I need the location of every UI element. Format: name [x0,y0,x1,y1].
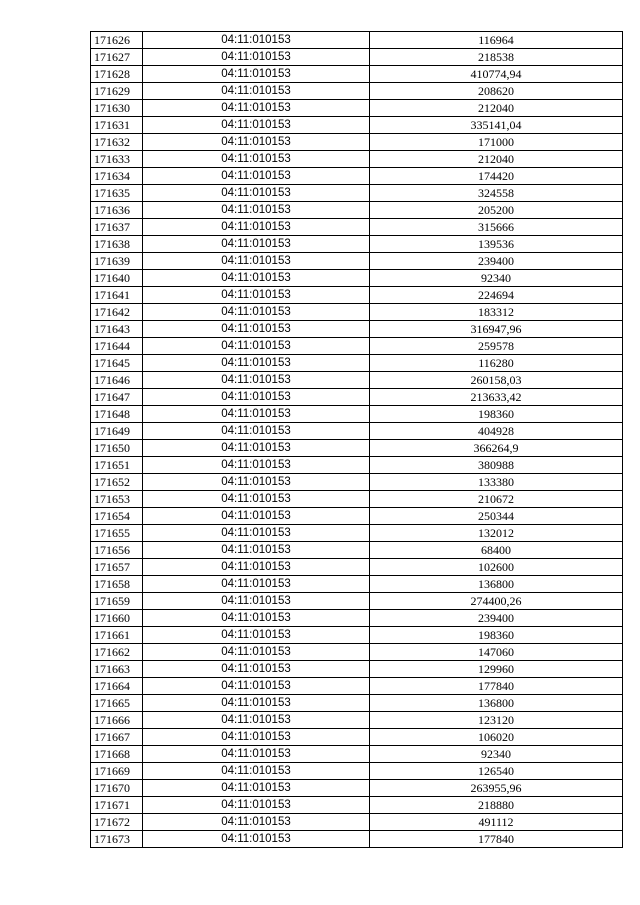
row-id-cell: 171643 [91,321,143,338]
table-row [91,440,623,457]
data-table [90,31,623,848]
row-value-cell: 316947,96 [370,321,623,338]
row-code-cell: 04:11:010153 [143,559,370,576]
row-value-cell: 116280 [370,355,623,372]
row-value-cell: 177840 [370,831,623,848]
row-code-cell: 04:11:010153 [143,627,370,644]
row-id-cell: 171672 [91,814,143,831]
row-code-cell: 04:11:010153 [143,253,370,270]
row-code-cell: 04:11:010153 [143,406,370,423]
row-code-cell: 04:11:010153 [143,355,370,372]
row-id-cell: 171652 [91,474,143,491]
table-row [91,185,623,202]
row-code-cell: 04:11:010153 [143,168,370,185]
row-code-cell: 04:11:010153 [143,525,370,542]
row-id-cell: 171651 [91,457,143,474]
row-id-cell: 171649 [91,423,143,440]
table-row [91,593,623,610]
row-id-cell: 171628 [91,66,143,83]
table-row [91,338,623,355]
row-id-cell: 171669 [91,763,143,780]
row-value-cell: 102600 [370,559,623,576]
row-id-cell: 171661 [91,627,143,644]
row-id-cell: 171635 [91,185,143,202]
row-id-cell: 171630 [91,100,143,117]
row-code-cell: 04:11:010153 [143,389,370,406]
row-id-cell: 171632 [91,134,143,151]
row-id-cell: 171631 [91,117,143,134]
row-id-cell: 171650 [91,440,143,457]
row-code-cell: 04:11:010153 [143,236,370,253]
row-code-cell: 04:11:010153 [143,542,370,559]
table-row [91,457,623,474]
row-value-cell: 92340 [370,746,623,763]
table-row [91,321,623,338]
row-code-cell: 04:11:010153 [143,644,370,661]
row-value-cell: 404928 [370,423,623,440]
row-value-cell: 224694 [370,287,623,304]
row-code-cell: 04:11:010153 [143,372,370,389]
row-value-cell: 380988 [370,457,623,474]
row-code-cell: 04:11:010153 [143,695,370,712]
row-code-cell: 04:11:010153 [143,457,370,474]
row-code-cell: 04:11:010153 [143,491,370,508]
table-row [91,83,623,100]
table-row [91,831,623,848]
table-row [91,253,623,270]
table-row [91,525,623,542]
row-code-cell: 04:11:010153 [143,576,370,593]
table-row [91,389,623,406]
row-code-cell: 04:11:010153 [143,202,370,219]
table-row [91,474,623,491]
row-value-cell: 129960 [370,661,623,678]
row-id-cell: 171663 [91,661,143,678]
row-code-cell: 04:11:010153 [143,610,370,627]
table-row [91,576,623,593]
row-value-cell: 335141,04 [370,117,623,134]
row-code-cell: 04:11:010153 [143,474,370,491]
row-code-cell: 04:11:010153 [143,185,370,202]
table-row [91,780,623,797]
row-value-cell: 68400 [370,542,623,559]
row-id-cell: 171665 [91,695,143,712]
row-id-cell: 171653 [91,491,143,508]
row-id-cell: 171670 [91,780,143,797]
table-body [91,32,623,848]
table-row [91,49,623,66]
row-code-cell: 04:11:010153 [143,321,370,338]
table-row [91,151,623,168]
row-code-cell: 04:11:010153 [143,83,370,100]
row-value-cell: 177840 [370,678,623,695]
row-value-cell: 315666 [370,219,623,236]
row-value-cell: 132012 [370,525,623,542]
row-value-cell: 210672 [370,491,623,508]
row-value-cell: 136800 [370,695,623,712]
row-value-cell: 133380 [370,474,623,491]
row-id-cell: 171644 [91,338,143,355]
row-id-cell: 171627 [91,49,143,66]
row-code-cell: 04:11:010153 [143,423,370,440]
table-row [91,236,623,253]
row-id-cell: 171640 [91,270,143,287]
row-id-cell: 171668 [91,746,143,763]
table-row [91,627,623,644]
row-id-cell: 171658 [91,576,143,593]
row-id-cell: 171642 [91,304,143,321]
row-id-cell: 171657 [91,559,143,576]
row-value-cell: 123120 [370,712,623,729]
table-row [91,66,623,83]
row-value-cell: 366264,9 [370,440,623,457]
row-id-cell: 171639 [91,253,143,270]
row-code-cell: 04:11:010153 [143,151,370,168]
row-code-cell: 04:11:010153 [143,440,370,457]
row-value-cell: 274400,26 [370,593,623,610]
row-code-cell: 04:11:010153 [143,780,370,797]
row-code-cell: 04:11:010153 [143,32,370,49]
row-value-cell: 171000 [370,134,623,151]
row-id-cell: 171629 [91,83,143,100]
row-id-cell: 171641 [91,287,143,304]
row-id-cell: 171646 [91,372,143,389]
row-value-cell: 183312 [370,304,623,321]
row-id-cell: 171666 [91,712,143,729]
row-id-cell: 171662 [91,644,143,661]
table-row [91,559,623,576]
row-id-cell: 171673 [91,831,143,848]
row-id-cell: 171626 [91,32,143,49]
row-code-cell: 04:11:010153 [143,49,370,66]
table-row [91,117,623,134]
table-row [91,372,623,389]
row-code-cell: 04:11:010153 [143,219,370,236]
row-value-cell: 250344 [370,508,623,525]
table-row [91,661,623,678]
row-code-cell: 04:11:010153 [143,270,370,287]
row-id-cell: 171634 [91,168,143,185]
row-code-cell: 04:11:010153 [143,100,370,117]
table-row [91,695,623,712]
row-id-cell: 171633 [91,151,143,168]
row-code-cell: 04:11:010153 [143,763,370,780]
table-row [91,746,623,763]
row-value-cell: 324558 [370,185,623,202]
row-value-cell: 259578 [370,338,623,355]
row-id-cell: 171638 [91,236,143,253]
table-row [91,355,623,372]
row-id-cell: 171659 [91,593,143,610]
row-value-cell: 410774,94 [370,66,623,83]
table-row [91,100,623,117]
table-row [91,270,623,287]
row-id-cell: 171654 [91,508,143,525]
row-value-cell: 147060 [370,644,623,661]
table-row [91,814,623,831]
row-value-cell: 218538 [370,49,623,66]
table-row [91,712,623,729]
row-id-cell: 171655 [91,525,143,542]
table-row [91,202,623,219]
table-row [91,287,623,304]
row-value-cell: 139536 [370,236,623,253]
row-value-cell: 198360 [370,627,623,644]
row-code-cell: 04:11:010153 [143,117,370,134]
table-row [91,678,623,695]
row-code-cell: 04:11:010153 [143,729,370,746]
row-value-cell: 126540 [370,763,623,780]
table-row [91,508,623,525]
table-row [91,542,623,559]
row-id-cell: 171636 [91,202,143,219]
row-value-cell: 212040 [370,100,623,117]
row-code-cell: 04:11:010153 [143,797,370,814]
row-value-cell: 260158,03 [370,372,623,389]
row-value-cell: 491112 [370,814,623,831]
table-row [91,423,623,440]
row-value-cell: 136800 [370,576,623,593]
table-row [91,729,623,746]
row-value-cell: 239400 [370,610,623,627]
table-row [91,304,623,321]
row-id-cell: 171647 [91,389,143,406]
row-value-cell: 198360 [370,406,623,423]
row-value-cell: 218880 [370,797,623,814]
table-row [91,491,623,508]
table-row [91,797,623,814]
row-code-cell: 04:11:010153 [143,712,370,729]
row-code-cell: 04:11:010153 [143,746,370,763]
row-id-cell: 171660 [91,610,143,627]
row-value-cell: 213633,42 [370,389,623,406]
row-code-cell: 04:11:010153 [143,508,370,525]
row-code-cell: 04:11:010153 [143,66,370,83]
row-id-cell: 171637 [91,219,143,236]
row-value-cell: 263955,96 [370,780,623,797]
row-value-cell: 92340 [370,270,623,287]
table-row [91,134,623,151]
row-code-cell: 04:11:010153 [143,304,370,321]
row-id-cell: 171645 [91,355,143,372]
row-code-cell: 04:11:010153 [143,678,370,695]
row-id-cell: 171656 [91,542,143,559]
row-id-cell: 171648 [91,406,143,423]
row-code-cell: 04:11:010153 [143,814,370,831]
table-row [91,406,623,423]
row-value-cell: 205200 [370,202,623,219]
row-code-cell: 04:11:010153 [143,338,370,355]
row-code-cell: 04:11:010153 [143,661,370,678]
row-value-cell: 116964 [370,32,623,49]
row-value-cell: 239400 [370,253,623,270]
table-row [91,168,623,185]
row-code-cell: 04:11:010153 [143,134,370,151]
row-code-cell: 04:11:010153 [143,593,370,610]
table-row [91,610,623,627]
row-code-cell: 04:11:010153 [143,831,370,848]
table-row [91,763,623,780]
row-code-cell: 04:11:010153 [143,287,370,304]
row-value-cell: 212040 [370,151,623,168]
table-row [91,644,623,661]
row-id-cell: 171671 [91,797,143,814]
table-row [91,32,623,49]
row-id-cell: 171664 [91,678,143,695]
row-value-cell: 106020 [370,729,623,746]
table-row [91,219,623,236]
row-value-cell: 208620 [370,83,623,100]
row-id-cell: 171667 [91,729,143,746]
row-value-cell: 174420 [370,168,623,185]
